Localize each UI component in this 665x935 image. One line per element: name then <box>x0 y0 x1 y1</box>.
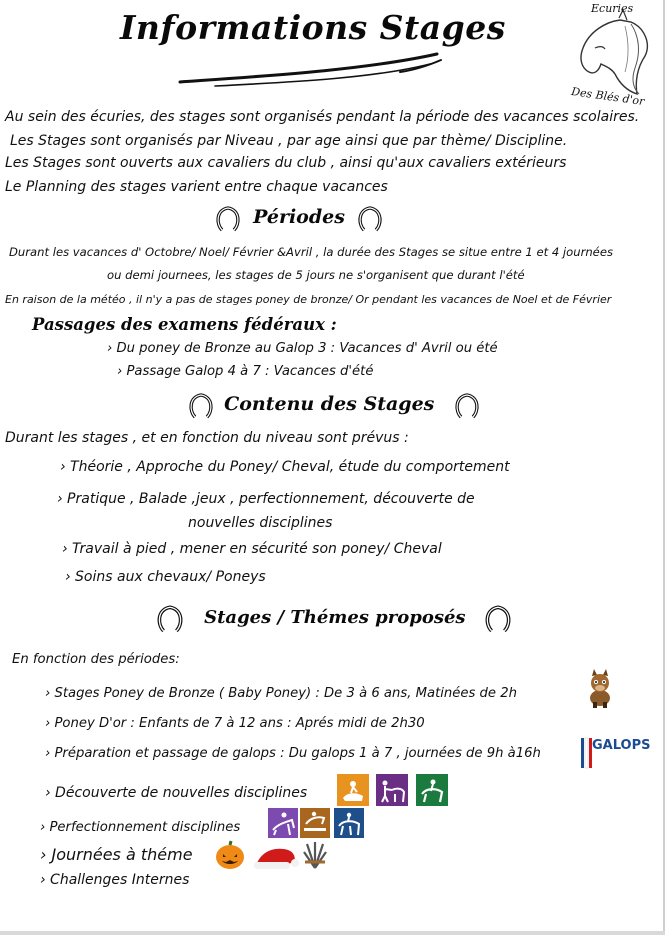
periodes-line: En raison de la météo , il n'y a pas de stages poney de bronze/ Or pendant les vacances de Noel et de Février <box>5 293 612 306</box>
themes-item: › Stages Poney de Bronze ( Baby Poney) : De 3 à 6 ans, Matinées de 2h <box>45 686 517 701</box>
logo-text-top: Ecuries <box>591 2 634 15</box>
themes-item: › Découverte de nouvelles disciplines <box>45 785 308 801</box>
horseshoe-icon <box>356 204 384 232</box>
discipline-icon-vaulting <box>337 774 369 806</box>
stable-logo <box>565 2 663 110</box>
themes-item: › Perfectionnement disciplines <box>40 820 241 835</box>
contenu-item: › Travail à pied , mener en sécurité son poney/ Cheval <box>62 541 442 557</box>
discipline-icon-dressage <box>334 808 364 838</box>
examens-item: › Passage Galop 4 à 7 : Vacances d'été <box>117 364 374 379</box>
horseshoe-icon <box>187 391 215 419</box>
contenu-item: › Soins aux chevaux/ Poneys <box>65 569 266 585</box>
periodes-heading-row <box>214 204 384 232</box>
contenu-item-continuation: nouvelles disciplines <box>188 515 333 531</box>
intro-line: Au sein des écuries, des stages sont organisés pendant la période des vacances scolaires. <box>5 109 640 125</box>
pony-icon <box>585 668 615 708</box>
page-edge-bottom <box>0 931 665 935</box>
page-title: Informations Stages <box>120 8 506 47</box>
discipline-icon-barrel <box>268 808 298 838</box>
intro-line: Les Stages sont organisés par Niveau , par age ainsi que par thème/ Discipline. <box>10 133 568 149</box>
themes-heading: Stages / Thémes proposés <box>204 606 466 628</box>
horseshoe-icon <box>155 603 185 633</box>
horseshoe-icon <box>483 603 513 633</box>
examens-item: › Du poney de Bronze au Galop 3 : Vacances d' Avril ou été <box>107 341 498 356</box>
logo-text-bottom: Des Blés d'or <box>570 84 646 109</box>
contenu-intro: Durant les stages , et en fonction du niveau sont prévus : <box>5 430 409 446</box>
galops-logo-text: GALOPS <box>592 738 651 753</box>
contenu-heading: Contenu des Stages <box>224 392 435 415</box>
periodes-line: ou demi journees, les stages de 5 jours ne s'organisent que durant l'été <box>107 268 525 282</box>
horseshoe-icon <box>453 391 481 419</box>
contenu-item: › Pratique , Balade ,jeux , perfectionnement, découverte de <box>57 491 475 507</box>
intro-line: Les Stages sont ouverts aux cavaliers du club , ainsi qu'aux cavaliers extérieurs <box>5 155 567 171</box>
themes-item: › Journées à théme <box>40 845 193 864</box>
horseshoe-icon <box>214 204 242 232</box>
themes-item: › Poney D'or : Enfants de 7 à 12 ans : Aprés midi de 2h30 <box>45 716 425 731</box>
themes-item: › Préparation et passage de galops : Du galops 1 à 7 , journées de 9h à16h <box>45 746 541 761</box>
feather-headdress-icon <box>302 838 328 870</box>
contenu-heading-row <box>187 391 481 419</box>
periodes-line: Durant les vacances d' Octobre/ Noel/ Février &Avril , la durée des Stages se situe entre 1 et 4 journées <box>9 245 613 259</box>
discipline-icon-jumping <box>300 808 330 838</box>
pumpkin-icon <box>214 840 246 870</box>
intro-line: Le Planning des stages varient entre chaque vacances <box>5 179 388 195</box>
santa-hat-icon <box>252 842 300 870</box>
themes-item: › Challenges Internes <box>40 872 190 888</box>
themes-heading-row <box>155 603 513 633</box>
contenu-item: › Théorie , Approche du Poney/ Cheval, étude du comportement <box>60 459 510 475</box>
galops-logo <box>580 736 651 772</box>
discipline-icon-groundwork <box>376 774 408 806</box>
themes-intro: En fonction des périodes: <box>12 652 180 667</box>
examens-heading: Passages des examens fédéraux : <box>32 315 337 334</box>
discipline-icon-equitation <box>416 774 448 806</box>
title-swash-decoration <box>175 48 445 88</box>
periodes-heading: Périodes <box>253 205 345 228</box>
